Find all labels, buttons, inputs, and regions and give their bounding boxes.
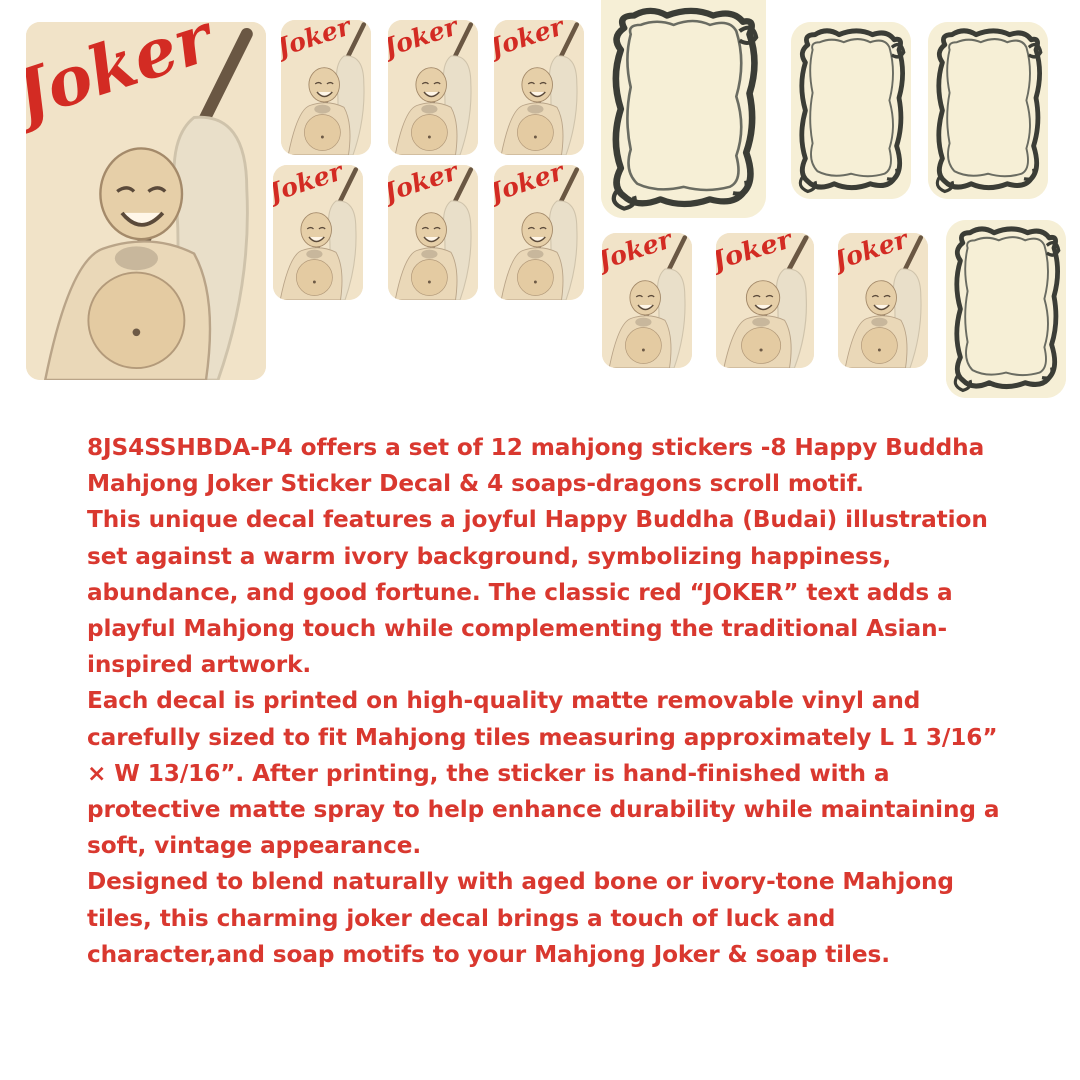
joker-sticker	[273, 165, 363, 300]
joker-sticker	[388, 165, 478, 300]
joker-sticker	[388, 20, 478, 155]
joker-sticker	[494, 20, 584, 155]
happy-buddha-joker-icon	[388, 165, 478, 300]
joker-sticker	[494, 165, 584, 300]
description-paragraph-artwork: This unique decal features a joyful Happy Buddha (Budai) illustration set against a warm ivory background, symbolizing happiness, abundance, and good fortune. The classic red “JOKER” text adds a playful Mahjong touch while complementing the traditional Asian-inspired artwork.	[87, 506, 988, 679]
happy-buddha-joker-icon	[494, 165, 584, 300]
description-paragraph-material: Each decal is printed on high-quality matte removable vinyl and carefully sized to fit Mahjong tiles measuring approximately L 1 3/16” × W 13/16”. After printing, the sticker is hand-finished with a protective matte spray to help enhance durability while maintaining a soft, vintage appearance.	[87, 687, 1000, 860]
description-paragraph-usage: Designed to blend naturally with aged bone or ivory-tone Mahjong tiles, this charming joker decal brings a touch of luck and character,and soap motifs to your Mahjong Joker & soap tiles.	[87, 868, 954, 968]
dragon-scroll-frame-icon	[946, 220, 1066, 398]
happy-buddha-joker-icon	[388, 20, 478, 155]
dragon-scroll-frame-icon	[791, 22, 911, 199]
joker-sticker-large	[26, 22, 266, 380]
joker-sticker	[281, 20, 371, 155]
happy-buddha-joker-icon	[26, 22, 266, 380]
joker-sticker	[602, 233, 692, 368]
product-description	[87, 430, 1017, 973]
dragon-scroll-frame-icon	[928, 22, 1048, 199]
dragon-scroll-frame-icon	[601, 0, 766, 218]
soap-scroll-sticker	[791, 22, 911, 199]
happy-buddha-joker-icon	[281, 20, 371, 155]
happy-buddha-joker-icon	[273, 165, 363, 300]
happy-buddha-joker-icon	[494, 20, 584, 155]
description-paragraph-intro: 8JS4SSHBDA-P4 offers a set of 12 mahjong stickers -8 Happy Buddha Mahjong Joker Sticker Decal & 4 soaps-dragons scroll motif.	[87, 434, 985, 498]
soap-scroll-sticker	[928, 22, 1048, 199]
soap-scroll-sticker	[946, 220, 1066, 398]
happy-buddha-joker-icon	[716, 233, 814, 368]
soap-scroll-sticker-large	[601, 0, 766, 218]
happy-buddha-joker-icon	[602, 233, 692, 368]
joker-sticker	[716, 233, 814, 368]
happy-buddha-joker-icon	[838, 233, 928, 368]
joker-sticker	[838, 233, 928, 368]
